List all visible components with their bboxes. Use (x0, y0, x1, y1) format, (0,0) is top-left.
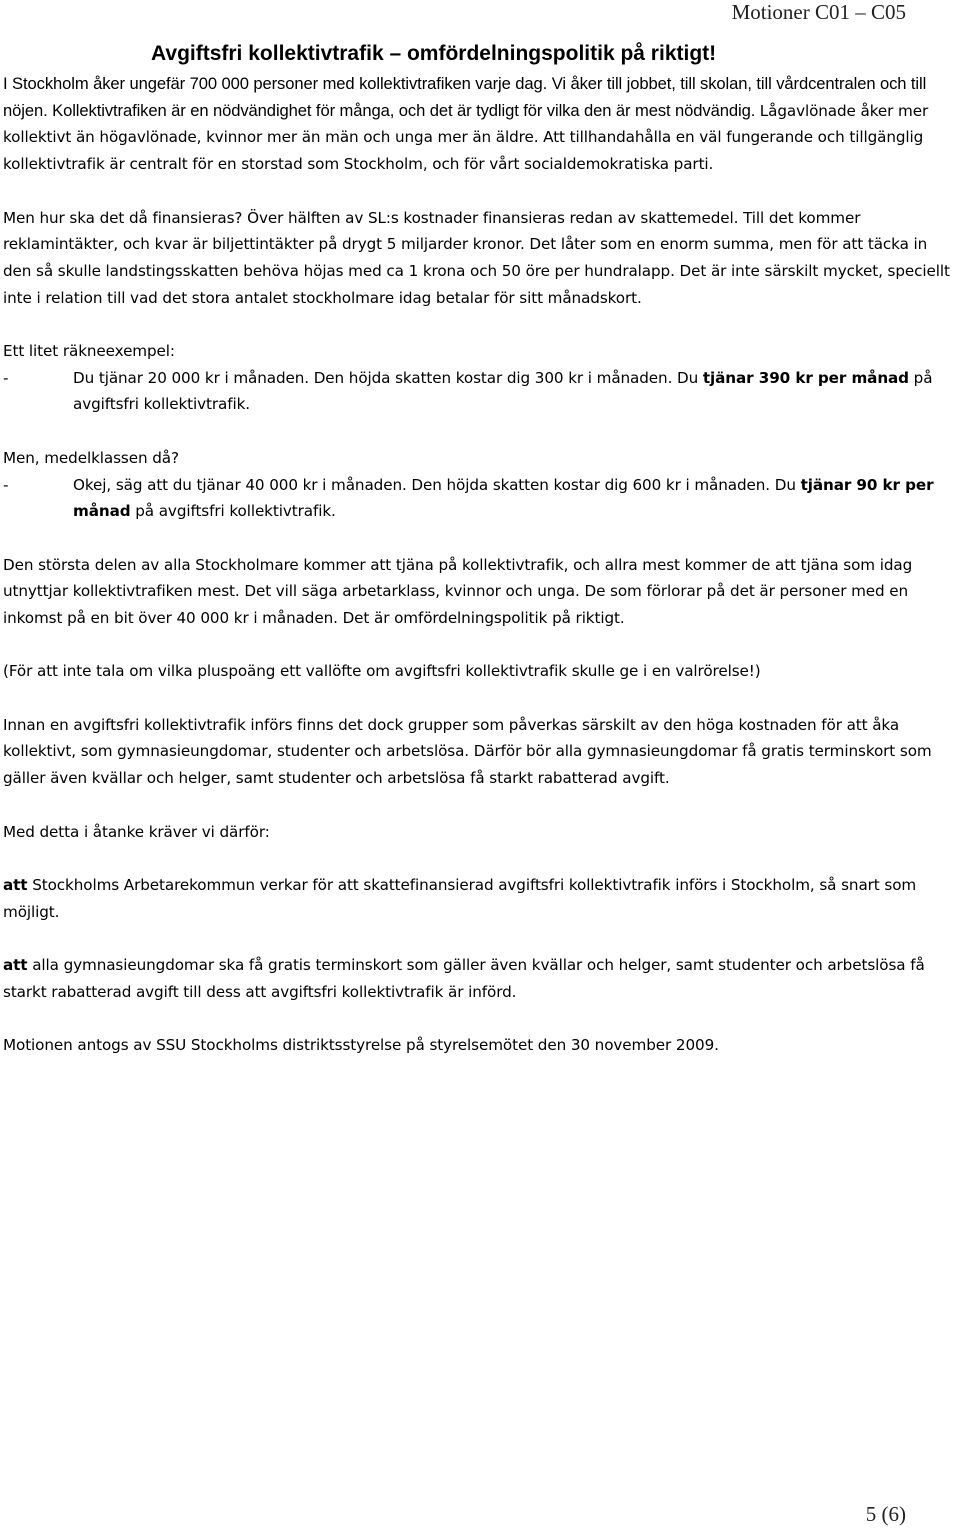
att-keyword: att (3, 956, 28, 975)
page-title: Avgiftsfri kollektivtrafik – omfördelningspolitik på riktigt! (151, 42, 717, 65)
financing-paragraph: Men hur ska det då finansieras? Över hälften av SL:s kostnader finansieras redan av skattemedel. Till det kommer reklamintäkter, och kvar är biljettintäkter på drygt 5 miljarder kronor. Det låter som en enorm summa, men för att täcka in den så skulle landstingsskatten behöva höjas med ca 1 krona och 50 öre per hundralapp. Det är inte särskilt mycket, speciellt inte i relation till vad det stora antalet stockholmare idag betalar för sitt månadskort. (3, 208, 950, 307)
demand-1: att Stockholms Arbetarekommun verkar för att skattefinansierad avgiftsfri kollektivtrafik införs i Stockholm, så snart som möjligt. (3, 875, 917, 921)
example-heading: Ett litet räkneexempel: (3, 342, 175, 360)
motion-reference: Motioner C01 – C05 (731, 0, 906, 24)
list-item-text: Okej, säg att du tjänar 40 000 kr i månaden. Den höjda skatten kostar dig 600 kr i månaden. Du tjänar 90 kr per månad på avgiftsfri kollektivtrafik. (73, 475, 934, 521)
intro-text-continued: Lågavlönade åker mer kollektivt än högavlönade, kvinnor mer än män och unga mer än äldre. Att tillhandahålla en väl fungerande och tillgänglig kollektivtrafik är centralt för en storstad som Stockholm, och för vårt socialdemokratiska parti. (3, 101, 929, 174)
intro-paragraph (3, 71, 959, 178)
intro-text: I Stockholm åker ungefär 700 000 personer med kollektivtrafiken varje dag. Vi åker till jobbet, till skolan, till vårdcentralen och till nöjen. Kollektivtrafiken är en nödvändighet för många, och det är tydligt för vilka den är mest nödvändig. (3, 74, 927, 120)
redistribution-paragraph: Den största delen av alla Stockholmare kommer att tjäna på kollektivtrafik, och allra mest kommer de att tjäna som idag utnyttjar kollektivtrafiken mest. Det vill säga arbetarklass, kvinnor och unga. De som förlorar på det är personer med en inkomst på en bit över 40 000 kr i månaden. Det är omfördelningspolitik på riktigt. (3, 555, 913, 627)
highlight-gain: tjänar 90 kr per månad (73, 475, 934, 521)
demands-intro: Med detta i åtanke kräver vi därför: (3, 822, 270, 841)
list-dash: - (3, 368, 9, 387)
demand-2: att alla gymnasieungdomar ska få gratis terminskort som gäller även kvällar och helger, samt studenter och arbetslösa få starkt rabatterad avgift till dess att avgiftsfri kollektivtrafik är införd. (3, 956, 925, 1001)
list-dash: - (3, 475, 9, 494)
election-aside: (För att inte tala om vilka pluspoäng ett vallöfte om avgiftsfri kollektivtrafik skulle ge i en valrörelse!) (3, 662, 761, 681)
page-number: 5 (6) (865, 1502, 906, 1526)
att-keyword: att (3, 875, 28, 894)
document-body (3, 71, 959, 1059)
example-item-low-income (3, 365, 959, 418)
adoption-note: Motionen antogs av SSU Stockholms distriktsstyrelse på styrelsemötet den 30 november 2009. (3, 1036, 719, 1055)
list-item-text: Du tjänar 20 000 kr i månaden. Den höjda skatten kostar dig 300 kr i månaden. Du tjänar 390 kr per månad på avgiftsfri kollektivtrafik. (73, 368, 933, 414)
middle-class-question: Men, medelklassen då? (3, 448, 179, 467)
priority-groups-paragraph: Innan en avgiftsfri kollektivtrafik införs finns det dock grupper som påverkas särskilt av den höga kostnaden för att åka kollektivt, som gymnasieungdomar, studenter och arbetslösa. Därför bör alla gymnasieungdomar få gratis terminskort som gäller även kvällar och helger, samt studenter och arbetslösa få starkt rabatterad avgift. (3, 715, 932, 788)
highlight-gain: tjänar 390 kr per månad (702, 368, 909, 387)
example-item-middle-income (3, 472, 959, 525)
